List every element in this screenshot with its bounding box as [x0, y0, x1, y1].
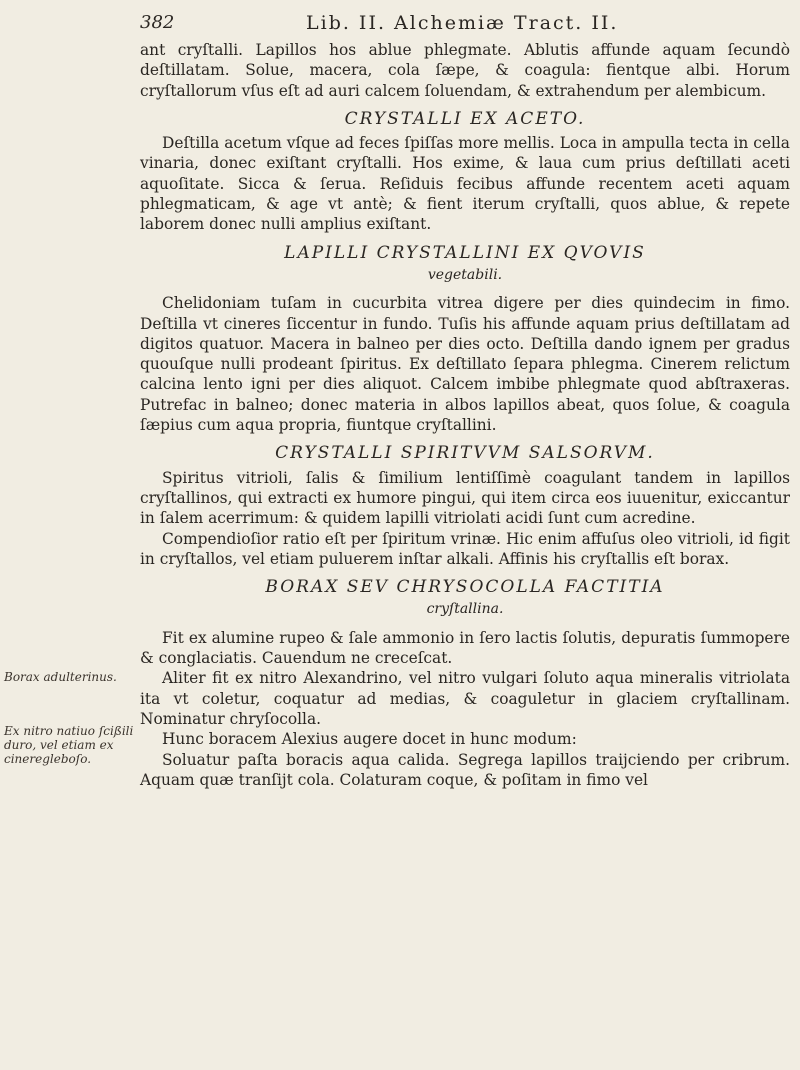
page-header	[140, 12, 790, 38]
section-heading: LAPILLI CRYSTALLINI EX QVOVIS	[284, 242, 646, 263]
paragraph: Soluatur paſta boracis aqua calida. Segrega lapillos traijciendo per cribrum. Aquam quæ tranſijt cola. Colaturam coque, & poſitam in fimo vel	[140, 750, 790, 789]
section-subheading: cryſtallina.	[426, 601, 504, 618]
paragraph: Aliter fit ex nitro Alexandrino, vel nitro vulgari ſoluto aqua mineralis vitriolata ita vt coletur, coquatur ad medias, & coaguletur in glaciem cryſtallinam. Nominatur chryſocolla.	[140, 669, 790, 728]
section-heading: CRYSTALLI EX ACETO.	[344, 108, 586, 129]
paragraph: Chelidoniam tuſam in cucurbita vitrea digere per dies quindecim in fimo. Deſtilla vt cineres ſiccentur in fundo. Tuſis his affunde aquam prius deſtillatam ad digitos quatuor. Macera in balneo per dies octo. Deſtilla dando ignem per gradus quouſque nulli prodeant ſpiritus. Ex deſtillato ſepara phlegma. Cinerem relictum calcina lento igni per dies aliquot. Calcem imbibe phlegmate quod abſtraxeras. Putrefac in balneo; donec materia in albos lapillos abeat, quos ſolue, & coagula ſæpius cum aqua propria, fiuntque cryſtallini.	[140, 294, 790, 435]
paragraph: Spiritus vitrioli, ſalis & ſimilium lentiſſimè coagulant tandem in lapillos cryſtallinos, qui extracti ex humore pingui, qui item circa eos iuuenitur, exiccantur in ſalem acerrimum: & quidem lapilli vitriolati acidi ſunt cum acredine.	[140, 468, 790, 528]
main-text	[140, 40, 790, 790]
section-subheading: vegetabili.	[427, 266, 503, 283]
paragraph: ant cryſtalli. Lapillos hos ablue phlegmate. Ablutis affunde aquam ſecundò deſtillatam. Solue, macera, cola ſæpe, & coagula: fientque albi. Horum cryſtallorum vſus eſt ad auri calcem ſoluendam, & extrahendum per alembicum.	[140, 41, 790, 100]
page-number: 382	[140, 12, 175, 33]
section-heading: BORAX SEV CHRYSOCOLLA FACTITIA	[265, 577, 665, 598]
section-heading: CRYSTALLI SPIRITVVM SALSORVM.	[275, 443, 655, 464]
paragraph: Fit ex alumine rupeo & ſale ammonio in ſero lactis ſolutis, depuratis ſummopere & conglaciatis. Cauendum ne creceſcat.	[140, 628, 790, 668]
margin-note: Borax adulterinus.	[4, 670, 117, 684]
paragraph: Hunc boracem Alexius augere docet in hunc modum:	[162, 730, 577, 749]
paragraph: Deſtilla acetum vſque ad feces ſpiſſas more mellis. Loca in ampulla tecta in cella vinaria, donec exiſtant cryſtalli. Hos exime, & laua cum prius deſtillati aceti aquoſitate. Sicca & ſerua. Reſiduis fecibus affunde recentem aceti aquam phlegmaticam, & age vt antè; & fient iterum cryſtalli, quos ablue, & repete laborem donec nulli amplius exiſtant.	[140, 134, 790, 234]
running-title: Lib. II. Alchemiæ Tract. II.	[306, 12, 619, 34]
paragraph: Compendioſior ratio eſt per ſpiritum vrinæ. Hic enim affuſus oleo vitrioli, id figit in cryſtallos, vel etiam puluerem inſtar alkali. Affinis his cryſtallis eſt borax.	[140, 529, 790, 568]
margin-note: Ex nitro natiuo ſcißili duro, vel etiam ex cineregleboſo.	[4, 724, 134, 766]
